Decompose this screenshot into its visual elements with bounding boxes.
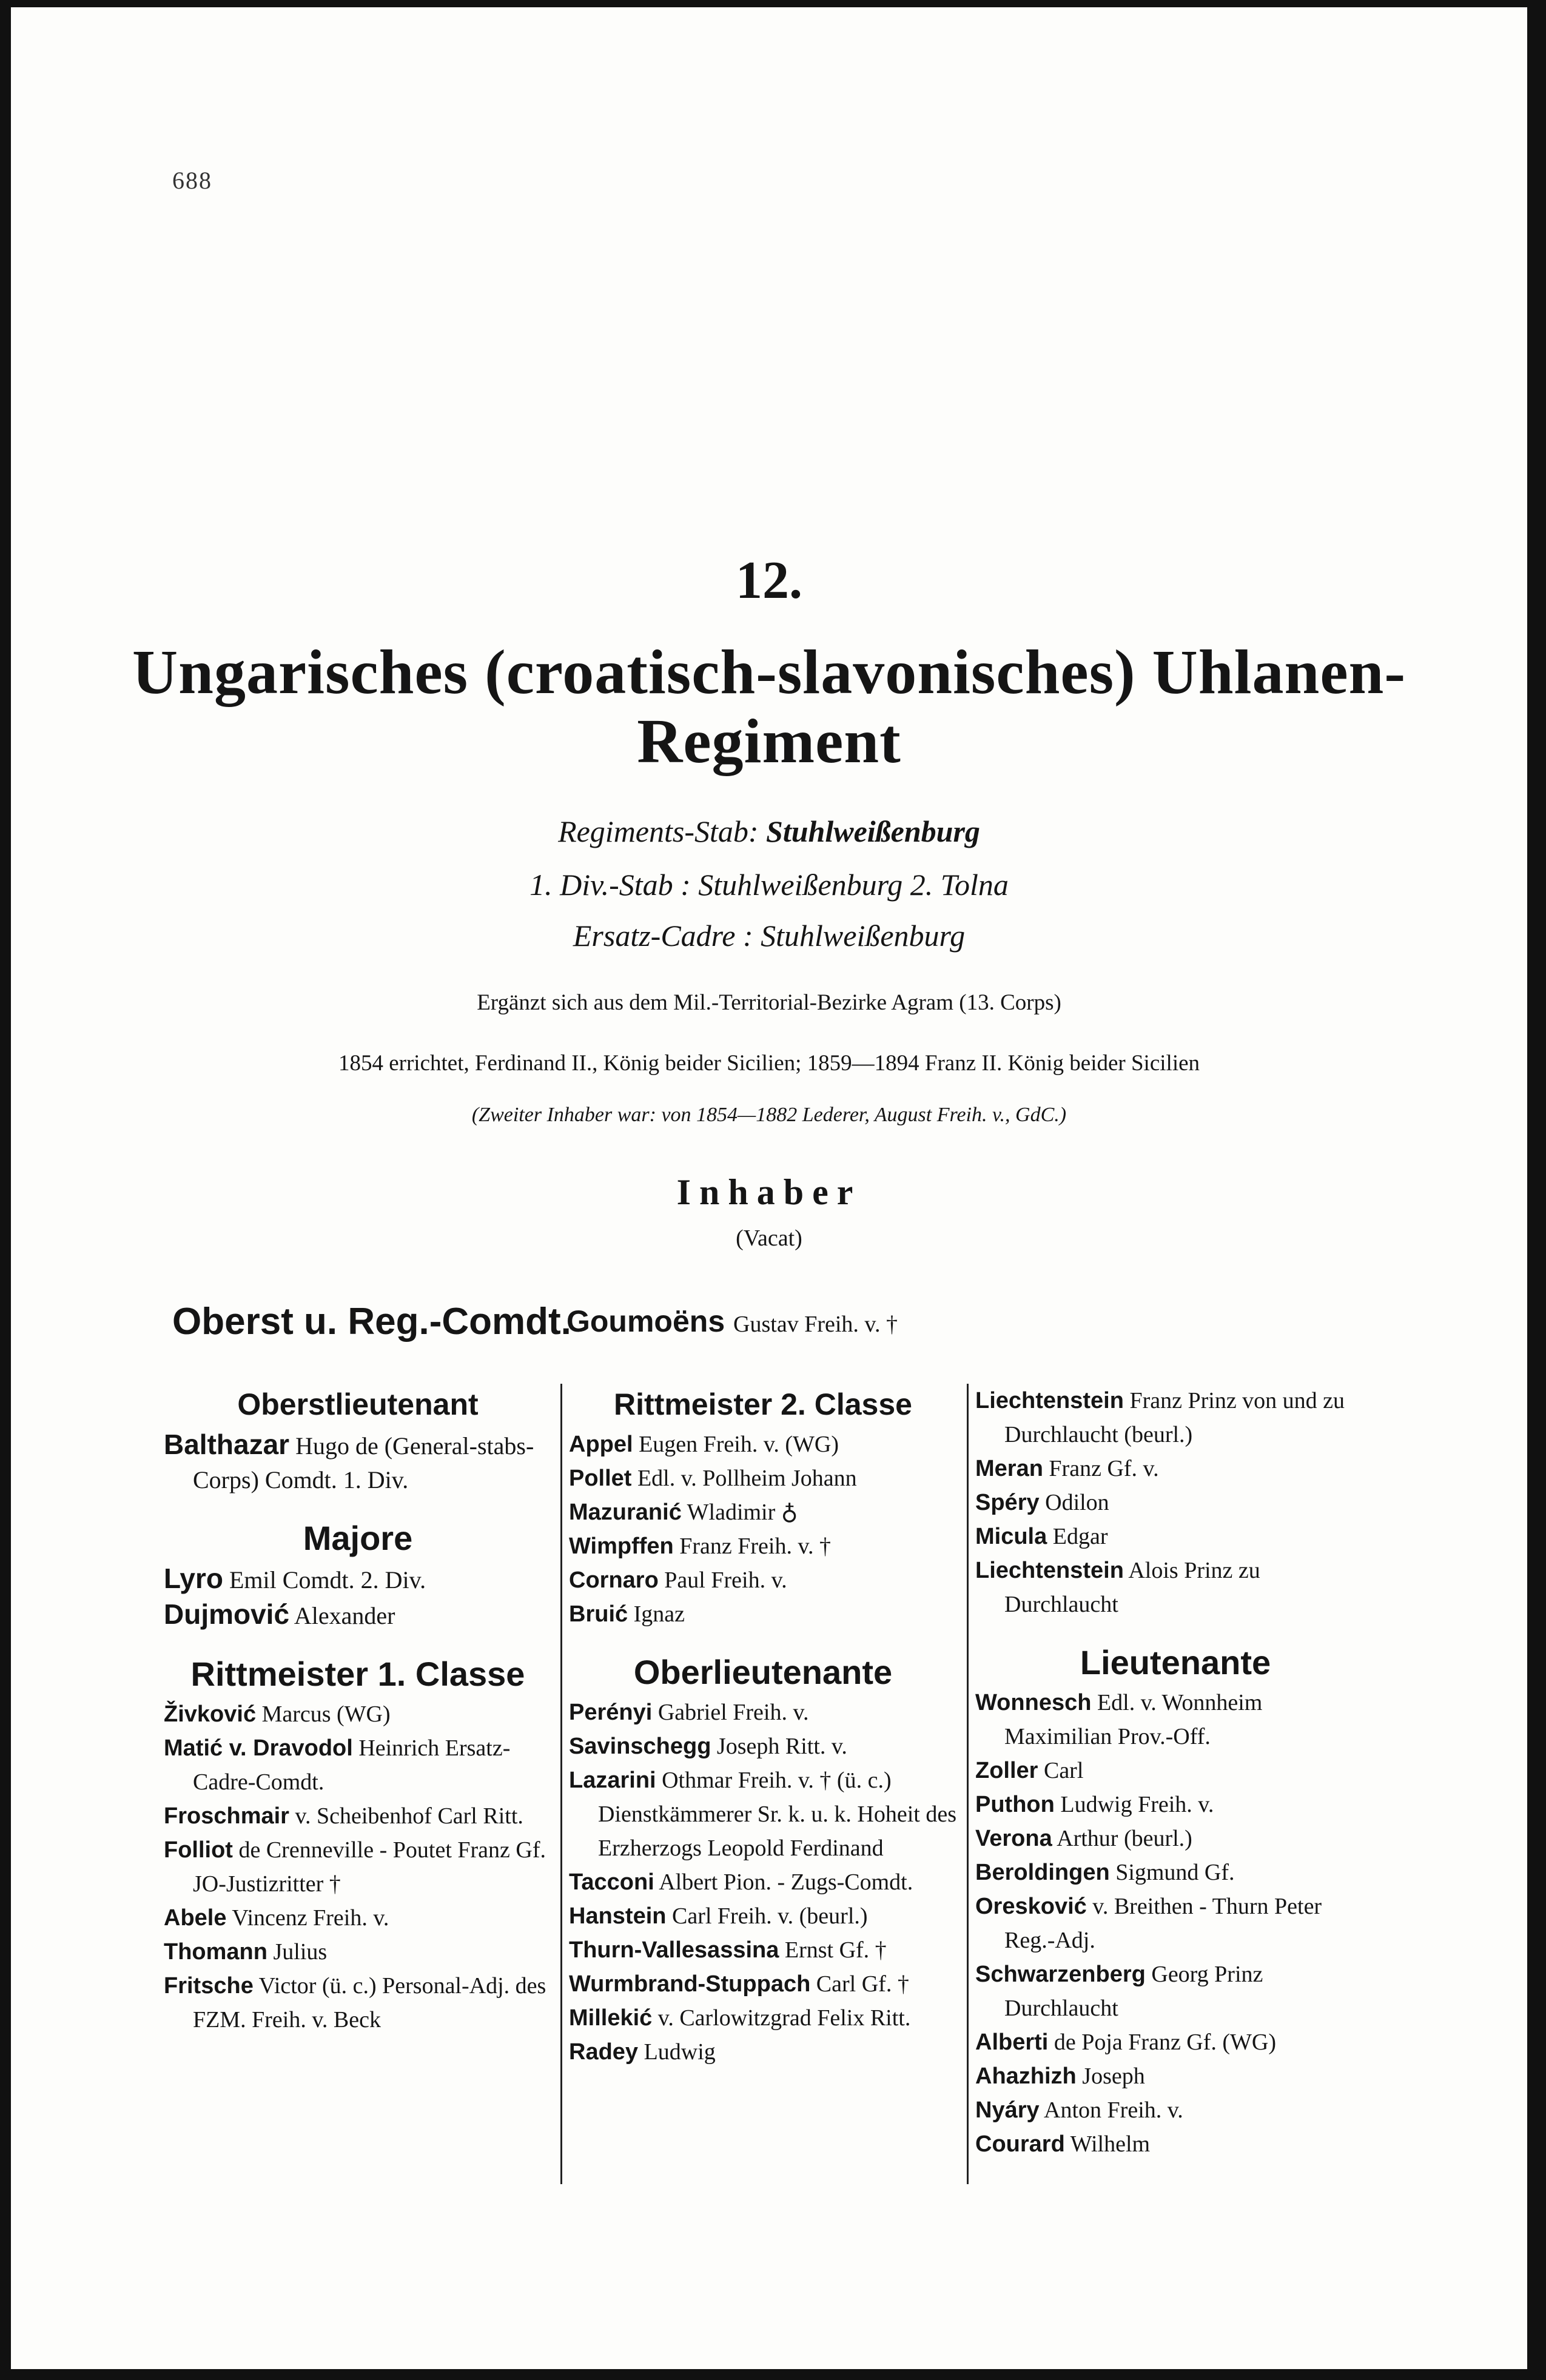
list-item: Lazarini Othmar Freih. v. † (ü. c.) Dienstkämmerer Sr. k. u. k. Hoheit des Erzherzogs Leopold Ferdinand: [569, 1768, 957, 1861]
list-item: Thurn-Vallesassina Ernst Gf. †: [569, 1937, 887, 1963]
list-item: Schwarzenberg Georg Prinz Durchlaucht: [975, 1962, 1263, 2021]
title-line-2: Regiment: [637, 706, 901, 776]
oberst-line: [172, 1300, 898, 1343]
errichtet-line: 1854 errichtet, Ferdinand II., König beider Sicilien; 1859—1894 Franz II. König beider Sicilien: [338, 1051, 1200, 1076]
stab-line: [11, 814, 1527, 849]
list-item: Oresković v. Breithen - Thurn Peter Reg.-Adj.: [975, 1894, 1322, 1953]
list-item: Lyro Emil Comdt. 2. Div.: [164, 1563, 426, 1594]
list-item: Courard Wilhelm: [975, 2131, 1151, 2157]
column-2: [569, 1384, 957, 2069]
list-item: Liechtenstein Franz Prinz von und zu Durchlaucht (beurl.): [975, 1388, 1345, 1447]
zweiter-inhaber-line: (Zweiter Inhaber war: von 1854—1882 Lederer, August Freih. v., GdC.): [471, 1104, 1067, 1126]
column-divider-2: [967, 1384, 969, 2184]
list-item: Zoller Carl: [975, 1758, 1084, 1783]
list-item: Tacconi Albert Pion. - Zugs-Comdt.: [569, 1869, 913, 1895]
list-item: Cornaro Paul Freih. v.: [569, 1567, 787, 1593]
document-page: [11, 7, 1527, 2369]
ersatz-line: Ersatz-Cadre : Stuhlweißenburg: [573, 919, 966, 953]
list-item: Dujmović Alexander: [164, 1598, 395, 1630]
list-item: Savinschegg Joseph Ritt. v.: [569, 1734, 847, 1759]
list-item: Wurmbrand-Stuppach Carl Gf. †: [569, 1971, 909, 1997]
list-item: Thomann Julius: [164, 1939, 328, 1965]
inhaber-value: (Vacat): [736, 1225, 802, 1251]
list-item: Hanstein Carl Freih. v. (beurl.): [569, 1903, 868, 1929]
heading-oberstlieutenant: Oberstlieutenant: [237, 1387, 479, 1421]
list-item: Appel Eugen Freih. v. (WG): [569, 1432, 839, 1457]
list-item: Froschmair v. Scheibenhof Carl Ritt.: [164, 1803, 523, 1829]
list-item: Verona Arthur (beurl.): [975, 1826, 1192, 1851]
list-item: Radey Ludwig: [569, 2039, 716, 2065]
list-item: Alberti de Poja Franz Gf. (WG): [975, 2030, 1277, 2055]
heading-oberlieutenante: Oberlieutenante: [633, 1653, 893, 1691]
list-item: Nyáry Anton Freih. v.: [975, 2097, 1183, 2123]
list-item: Spéry Odilon: [975, 1490, 1109, 1515]
heading-rittmeister-1: Rittmeister 1. Classe: [190, 1655, 525, 1693]
stab-label: Regiments-Stab:: [558, 814, 759, 848]
heading-rittmeister-2: Rittmeister 2. Classe: [614, 1387, 912, 1421]
list-item: Bruić Ignaz: [569, 1601, 685, 1627]
heading-lieutenante: Lieutenante: [1080, 1643, 1271, 1681]
regiment-number: 12.: [736, 551, 802, 610]
column-3: [975, 1384, 1376, 2161]
list-item: Millekić v. Carlowitzgrad Felix Ritt.: [569, 2005, 911, 2031]
oberst-surname: Goumoëns: [566, 1304, 725, 1338]
list-item: Folliot de Crenneville - Poutet Franz Gf. JO-Justizritter †: [164, 1837, 546, 1897]
list-item: Živković Marcus (WG): [164, 1701, 391, 1727]
division-line: 1. Div.-Stab : Stuhlweißenburg 2. Tolna: [529, 868, 1009, 902]
list-item: Pollet Edl. v. Pollheim Johann: [569, 1466, 857, 1491]
inhaber-heading: Inhaber: [676, 1172, 862, 1212]
list-item: Matić v. Dravodol Heinrich Ersatz-Cadre-Comdt.: [164, 1735, 511, 1795]
regiment-title: [11, 638, 1527, 776]
list-item: Micula Edgar: [975, 1524, 1108, 1549]
list-item: Balthazar Hugo de (General-stabs-Corps) Comdt. 1. Div.: [164, 1429, 534, 1493]
list-item: Liechtenstein Alois Prinz zu Durchlaucht: [975, 1558, 1260, 1617]
oberst-rest: Gustav Freih. v. †: [733, 1312, 898, 1337]
erganzt-line: Ergänzt sich aus dem Mil.-Territorial-Bezirke Agram (13. Corps): [477, 990, 1061, 1015]
list-item: Meran Franz Gf. v.: [975, 1456, 1159, 1481]
oberst-label: Oberst u. Reg.-Comdt.: [172, 1301, 571, 1343]
column-divider-1: [560, 1384, 562, 2184]
heading-majore: Majore: [303, 1519, 413, 1557]
list-item: Ahazhizh Joseph: [975, 2063, 1145, 2089]
oberst-name: [566, 1304, 898, 1339]
list-item: Puthon Ludwig Freih. v.: [975, 1792, 1214, 1817]
list-item: Wonnesch Edl. v. Wonnheim Maximilian Prov.-Off.: [975, 1690, 1263, 1749]
stab-value: Stuhlweißenburg: [766, 814, 980, 848]
list-item: Beroldingen Sigmund Gf.: [975, 1860, 1235, 1885]
page-number: 688: [172, 167, 212, 194]
list-item: Perényi Gabriel Freih. v.: [569, 1700, 809, 1725]
list-item: Mazuranić Wladimir ♁: [569, 1500, 798, 1525]
list-item: Abele Vincenz Freih. v.: [164, 1905, 389, 1931]
column-1: [164, 1384, 552, 2037]
title-line-1: Ungarisches (croatisch-slavonisches) Uhlanen-: [132, 637, 1406, 707]
list-item: Wimpffen Franz Freih. v. †: [569, 1534, 832, 1559]
list-item: Fritsche Victor (ü. c.) Personal-Adj. des FZM. Freih. v. Beck: [164, 1973, 546, 2033]
